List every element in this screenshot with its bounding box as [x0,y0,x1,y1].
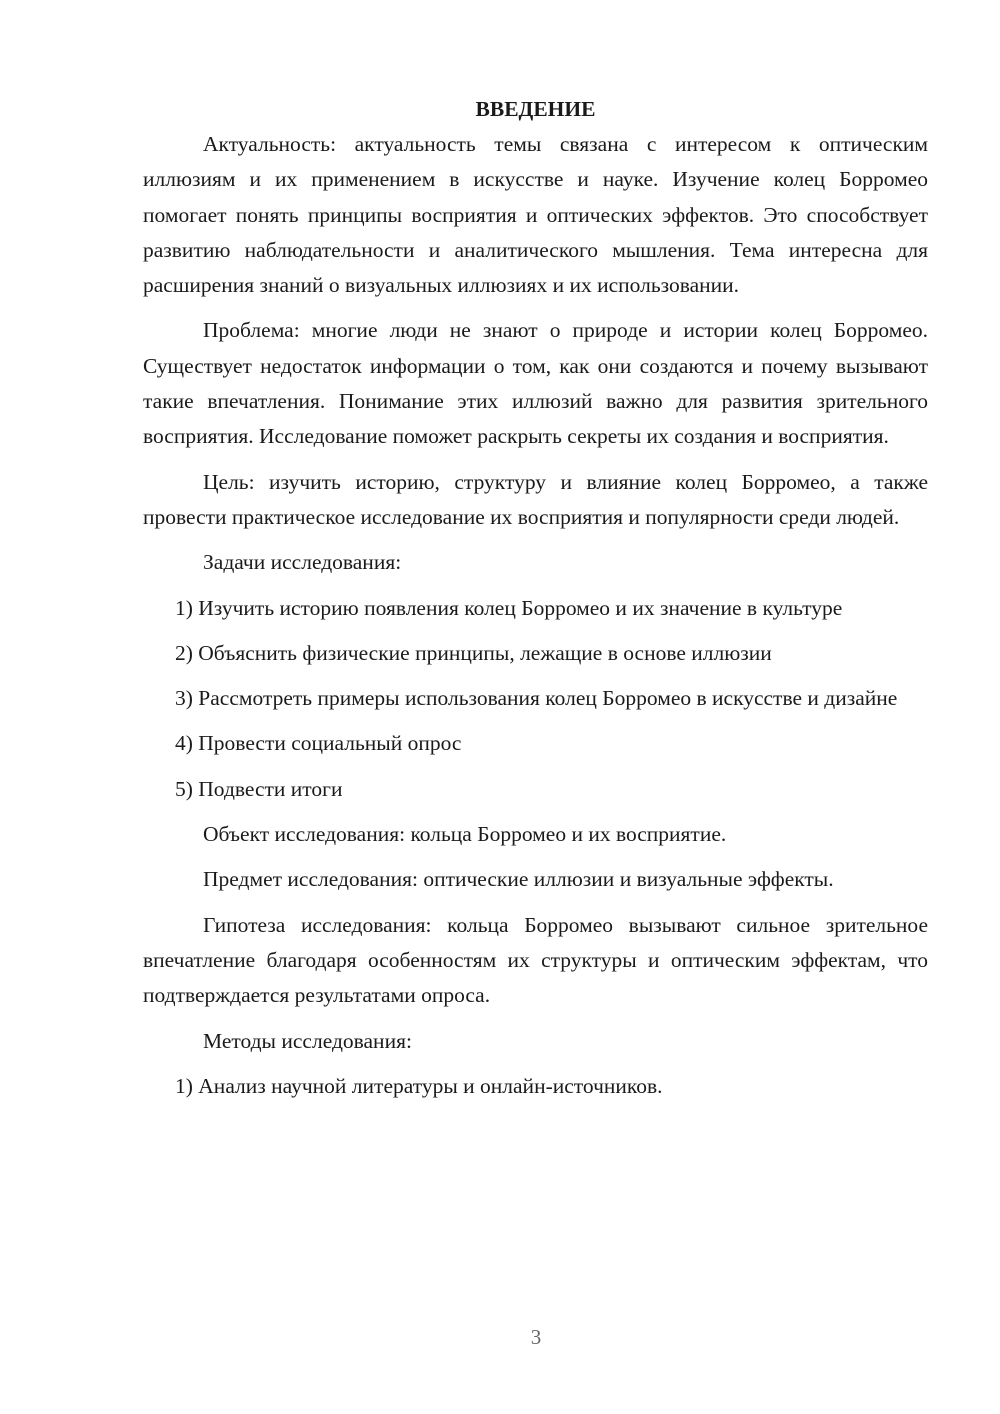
document-title: ВВЕДЕНИЕ [475,97,596,121]
paragraph-relevance: Актуальность: актуальность темы связана с интересом к оптическим иллюзиям и их применением в искусстве и науке. Изучение колец Борромео помогает понять принципы восприятия и оптических эффектов. Это способствует развитию наблюдательности и аналитического мышления. Тема интересна для расширения знаний о визуальных иллюзиях и их использовании. [143,132,928,298]
paragraph-problem: Проблема: многие люди не знают о природе и истории колец Борромео. Существует недостаток информации о том, как они создаются и почему вызывают такие впечатления. Понимание этих иллюзий важно для развития зрительного восприятия. Исследование поможет раскрыть секреты их создания и восприятия. [143,318,928,449]
paragraph-subject: Предмет исследования: оптические иллюзии и визуальные эффекты. [203,867,834,892]
methods-heading: Методы исследования: [203,1028,412,1053]
paragraph-object: Объект исследования: кольца Борромео и их восприятие. [203,822,727,847]
tasks-heading: Задачи исследования: [203,550,402,575]
document-page [143,92,928,1114]
task-item-3: 3) Рассмотреть примеры использования колец Борромео в искусстве и дизайне [175,686,898,711]
task-item-2: 2) Объяснить физические принципы, лежащие в основе иллюзии [175,640,772,665]
method-item-1: 1) Анализ научной литературы и онлайн-источников. [175,1073,663,1098]
task-item-4: 4) Провести социальный опрос [175,731,462,756]
page-number: 3 [530,1325,542,1349]
task-item-1: 1) Изучить историю появления колец Борромео и их значение в культуре [175,595,843,620]
paragraph-hypothesis: Гипотеза исследования: кольца Борромео вызывают сильное зрительное впечатление благодаря особенностям их структуры и оптическим эффектам, что подтверждается результатами опроса. [143,912,928,1008]
paragraph-goal: Цель: изучить историю, структуру и влияние колец Борромео, а также провести практическое исследование их восприятия и популярности среди людей. [143,469,928,529]
task-item-5: 5) Подвести итоги [175,776,343,801]
